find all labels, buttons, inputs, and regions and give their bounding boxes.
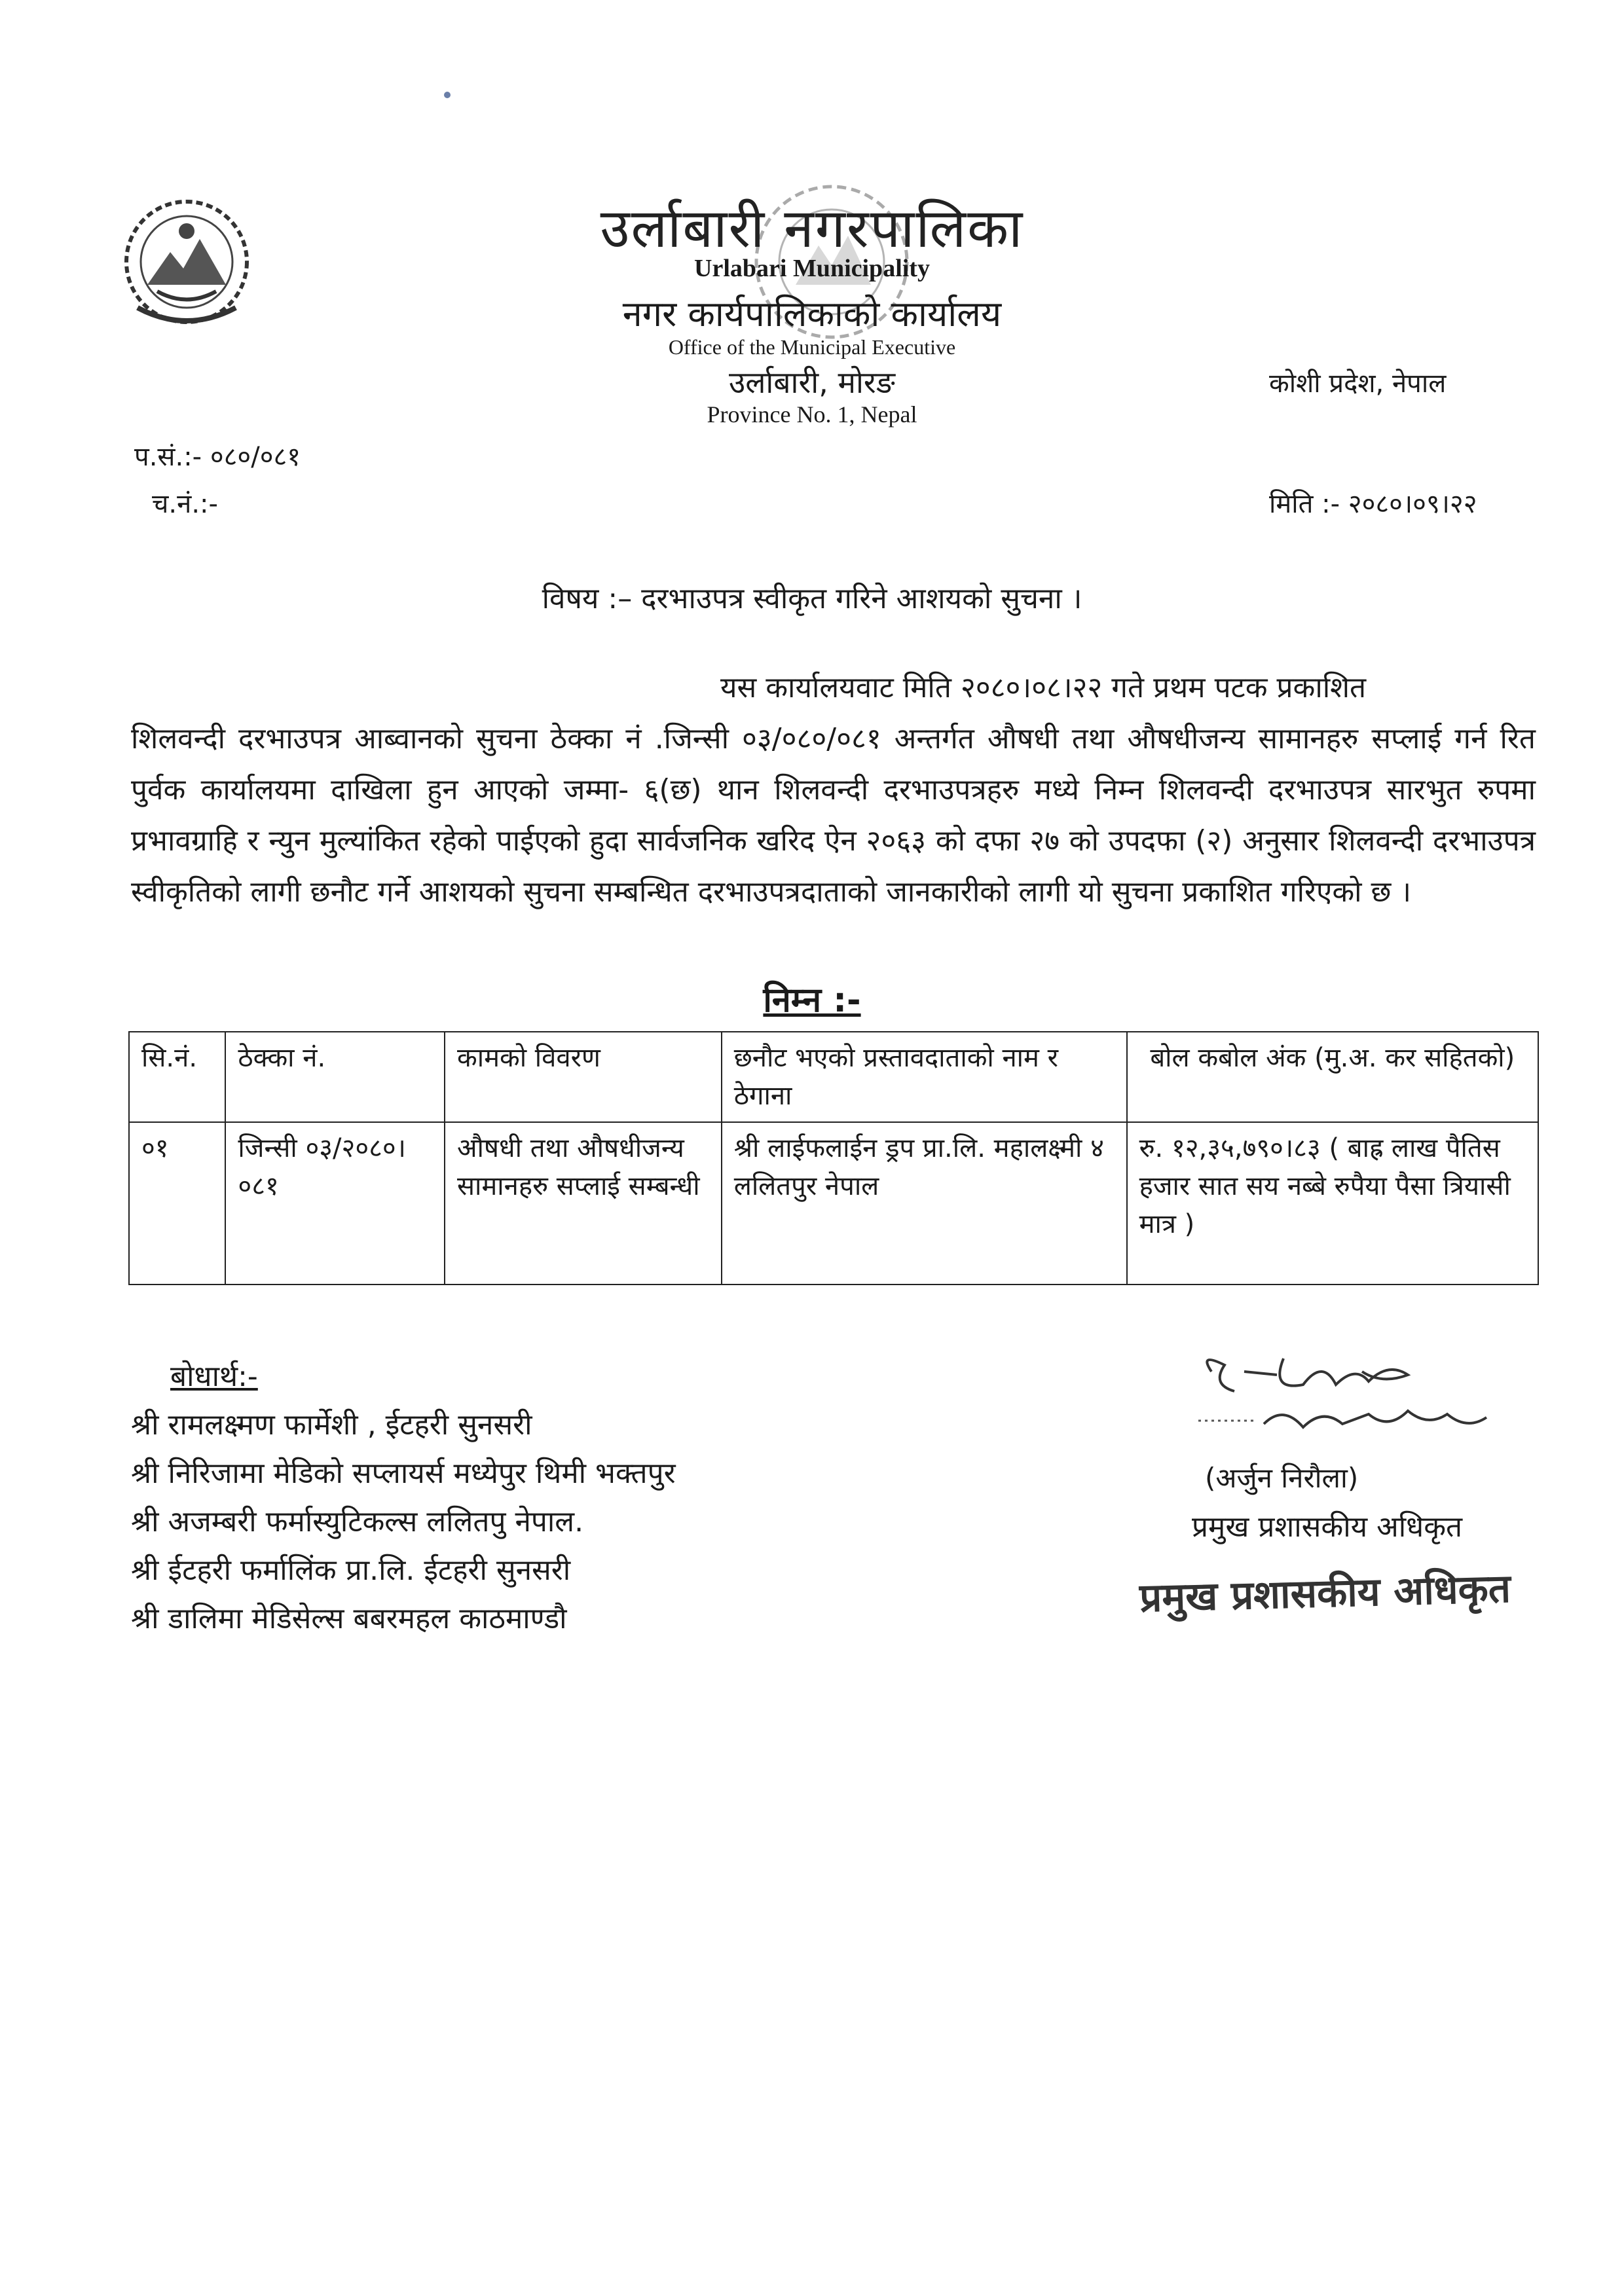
signatory-title: प्रमुख प्रशासकीय अधिकृत (1192, 1510, 1463, 1544)
notice-body (131, 663, 1536, 918)
list-item: श्री ईटहरी फर्मालिंक प्रा.लि. ईटहरी सुनसरी (131, 1554, 571, 1587)
list-item: श्री निरिजामा मेडिको सप्लायर्स मध्येपुर थिमी भक्तपुर (131, 1457, 676, 1490)
cell-serial: ०१ (129, 1122, 225, 1285)
list-item: श्री डालिमा मेडिसेल्स बबरमहल काठमाण्डौ (131, 1602, 567, 1635)
table-header-row (129, 1032, 1538, 1122)
header-selected-bidder: छनौट भएको प्रस्तावदाताको नाम र ठेगाना (722, 1032, 1127, 1122)
handwritten-signature (1172, 1345, 1513, 1476)
header-serial: सि.नं. (129, 1032, 225, 1122)
list-item: श्री अजम्बरी फर्मास्युटिकल्स ललितपु नेपाल. (131, 1505, 584, 1539)
notice-body-first-line: यस कार्यालयवाट मिति २०८०।०८।२२ गते प्रथम पटक प्रकाशित (720, 671, 1367, 704)
dispatch-number: च.नं.:- (152, 489, 218, 519)
reference-number: प.सं.:- ०८०/०८१ (134, 442, 301, 472)
office-name-en: Office of the Municipal Executive (668, 335, 956, 359)
cell-amount: रु. १२,३५,७९०।८३ ( बाह्र लाख पैतिस हजार सात सय नब्बे रुपैया पैसा त्रियासी मात्र ) (1127, 1122, 1538, 1285)
province-hi: कोशी प्रदेश, नेपाल (1269, 369, 1447, 399)
municipality-name-en: Urlabari Municipality (694, 255, 930, 282)
header-bid-amount: बोल कबोल अंक (मु.अ. कर सहितको) (1127, 1032, 1538, 1122)
following-heading: निम्न :- (763, 981, 861, 1020)
letter-date: मिति :- २०८०।०९।२२ (1269, 489, 1477, 519)
cc-list (131, 1401, 676, 1643)
award-table (128, 1031, 1539, 1285)
table-row (129, 1122, 1538, 1285)
header-contract-no: ठेक्का नं. (225, 1032, 445, 1122)
place-hi: उर्लाबारी, मोरङ (728, 365, 895, 400)
cell-description: औषधी तथा औषधीजन्य सामानहरु सप्लाई सम्बन्धी (445, 1122, 722, 1285)
signatory-name: (अर्जुन निरौला) (1205, 1462, 1359, 1494)
cell-contract-no: जिन्सी ०३/२०८०।०८१ (225, 1122, 445, 1285)
ink-speck (444, 92, 451, 98)
office-name-hi: नगर कार्यपालिकाको कार्यालय (622, 293, 1002, 335)
subject-line: विषय :– दरभाउपत्र स्वीकृत गरिने आशयको सुचना । (542, 582, 1082, 615)
notice-body-text: शिलवन्दी दरभाउपत्र आब्वानको सुचना ठेक्का नं .जिन्सी ०३/०८०/०८१ अन्तर्गत औषधी तथा औषधीजन्य सामानहरु सप्लाई गर्न रित पुर्वक कार्यालयमा दाखिला हुन आएको जम्मा- ६(छ) थान शिलवन्दी दरभाउपत्रहरु मध्ये निम्न शिलवन्दी दरभाउपत्र सारभुत रुपमा प्रभावग्राहि र न्युन मुल्यांकित रहेको पाईएको हुदा सार्वजनिक खरिद ऐन २०६३ को दफा २७ को उपदफा (२) अनुसार शिलवन्दी दरभाउपत्र स्वीकृतिको लागी छनौट गर्ने आशयको सुचना सम्बन्धित दरभाउपत्रदाताको जानकारीको लागी यो सुचना प्रकाशित गरिएको छ । (131, 722, 1536, 909)
designation-stamp: प्रमुख प्रशासकीय अधिकृत (1139, 1565, 1511, 1622)
province-en: Province No. 1, Nepal (707, 401, 917, 428)
cell-bidder: श्री लाईफलाईन ड्रप प्रा.लि. महालक्ष्मी ४ ललितपुर नेपाल (722, 1122, 1127, 1285)
header-work-description: कामको विवरण (445, 1032, 722, 1122)
list-item: श्री रामलक्ष्मण फार्मेशी , ईटहरी सुनसरी (131, 1408, 532, 1442)
municipality-name-hi: उर्लाबारी नगरपालिका (600, 198, 1024, 260)
cc-heading: बोधार्थ:- (170, 1360, 258, 1393)
